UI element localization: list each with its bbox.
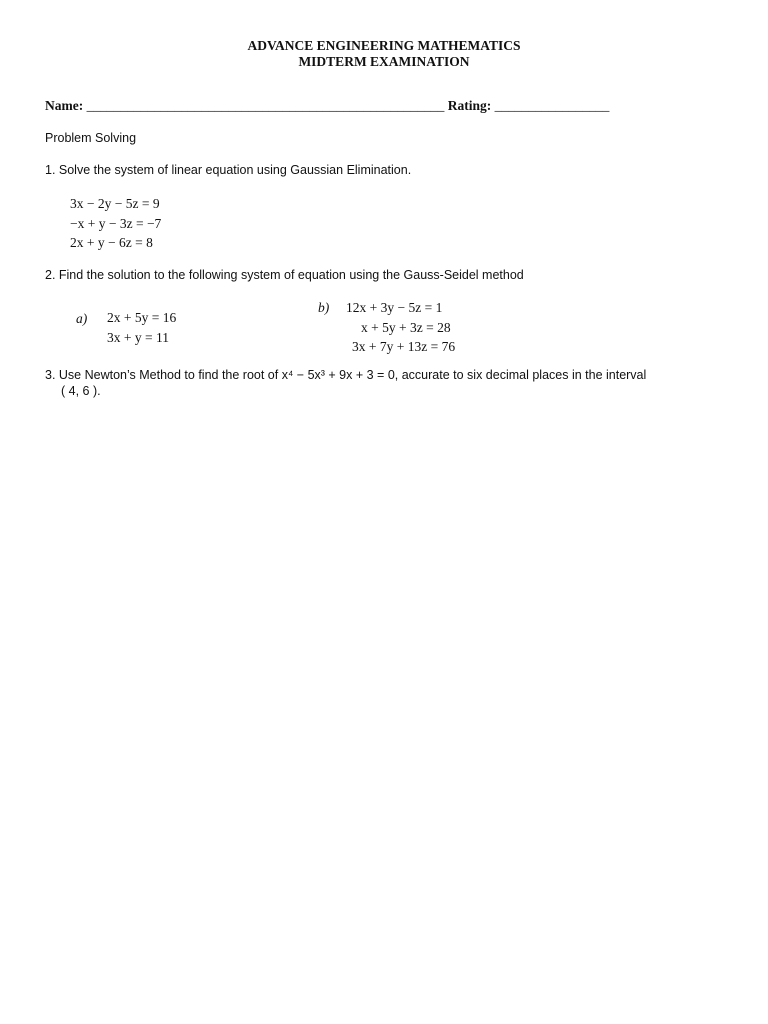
name-blank-line: _____________________________________________________ — [86, 98, 445, 113]
q3-line-2: ( 4, 6 ). — [61, 384, 101, 398]
q1-equation-1: 3x − 2y − 5z = 9 — [70, 196, 160, 211]
question-1: 1. Solve the system of linear equation using Gaussian Elimination. — [45, 163, 412, 177]
q1-equation-3: 2x + y − 6z = 8 — [70, 235, 153, 250]
q3-line-1: 3. Use Newton’s Method to find the root of x⁴ − 5x³ + 9x + 3 = 0, accurate to six decimal places in the interval — [45, 368, 647, 382]
q2b-equation-2: x + 5y + 3z = 28 — [361, 319, 451, 335]
rating-label: Rating: — [447, 98, 492, 113]
question-1-equations — [70, 194, 161, 253]
q2a-equation-2: 3x + y = 11 — [107, 329, 169, 345]
name-label: Name: — [45, 98, 84, 113]
q2-part-b-label: b) — [318, 300, 330, 315]
section-title: Problem Solving — [45, 131, 137, 145]
exam-title: ADVANCE ENGINEERING MATHEMATICS — [247, 38, 521, 53]
q2b-equation-1: 12x + 3y − 5z = 1 — [346, 300, 443, 315]
q2-part-a-label: a) — [76, 311, 88, 326]
rating-blank-line: _________________ — [494, 98, 610, 113]
q1-equation-2: −x + y − 3z = −7 — [70, 215, 162, 231]
question-3 — [45, 367, 646, 399]
name-rating-row — [45, 98, 685, 114]
q2-part-b-equations — [346, 298, 455, 357]
exam-subtitle: MIDTERM EXAMINATION — [298, 54, 470, 69]
question-2: 2. Find the solution to the following system of equation using the Gauss-Seidel method — [45, 268, 524, 282]
exam-header — [0, 38, 768, 70]
q2b-equation-3: 3x + 7y + 13z = 76 — [352, 339, 456, 354]
q2a-equation-1: 2x + 5y = 16 — [107, 310, 177, 325]
q2-part-a-equations — [107, 308, 176, 347]
